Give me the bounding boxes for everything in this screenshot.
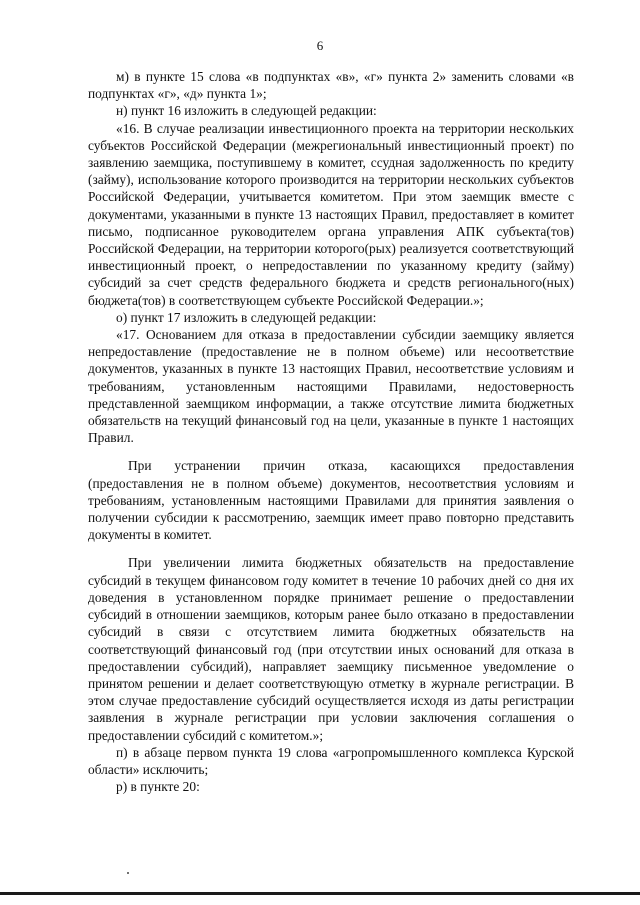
paragraph-limit-increase: При увеличении лимита бюджетных обязательств на предоставление субсидий в текущем финансовом году комитет в течение 10 рабочих дней со дня их доведения в установленном порядке принимает решение о предоставлении субсидий в отношении заемщиков, которым ранее было отказано в предоставлении субсидий в связи с отсутствием лимита бюджетных обязательств на соответствующий финансовый год (при отсутствии иных оснований для отказа в предоставлении субсидий), направляет заемщику письменное уведомление о принятом решении и делает соответствующую отметку в журнале регистрации. В этом случае предоставление субсидий осуществляется исходя из даты регистрации заявления в журнале регистрации при условии заключения соглашения о предоставлении субсидий с комитетом.»; xyxy=(88,555,574,743)
scan-speck xyxy=(127,872,129,874)
page-number: 6 xyxy=(316,38,324,53)
paragraph-item-n: н) пункт 16 изложить в следующей редакции: xyxy=(116,103,377,119)
paragraph-clause-16: «16. В случае реализации инвестиционного проекта на территории нескольких субъектов Российской Федерации (межрегиональный инвестиционный проект) по заявлению заемщика, поступившему в комитет, ссудная задолженность по кредиту (займу), использование которого производится на территории нескольких субъектов Российской Федерации, учитывается комитетом. При этом заемщик вместе с документами, указанными в пункте 13 настоящих Правил, предоставляет в комитет письмо, подписанное руководителем органа управления АПК субъекта(тов) Российской Федерации, на территории которого(рых) реализуется соответствующий инвестиционный проект, о непредоставлении по указанному кредиту (займу) субсидий за счет средств федерального бюджета и средств регионального(ных) бюджета(тов) в соответствующем субъекте Российской Федерации.»; xyxy=(88,120,574,308)
page-bottom-edge xyxy=(0,892,640,895)
paragraph-item-r: р) в пункте 20: xyxy=(116,779,200,795)
paragraph-item-p: п) в абзаце первом пункта 19 слова «агропромышленного комплекса Курской области» исключить; xyxy=(88,744,574,777)
paragraph-refusal-fix: При устранении причин отказа, касающихся предоставления (предоставления не в полном объеме) документов, несоответствия условиям и требованиям, установленным настоящими Правилами для принятия заявления о получении субсидии к рассмотрению, заемщик имеет право повторно представить документы в комитет. xyxy=(88,458,574,543)
document-body xyxy=(88,68,574,795)
paragraph-clause-17: «17. Основанием для отказа в предоставлении субсидии заемщику является непредоставление (предоставление не в полном объеме) или несоответствие документов, указанных в пункте 13 настоящих Правил, несоответствие условиям и требованиям, установленным настоящими Правилами, недостоверность представленной заемщиком информации, а также отсутствие лимита бюджетных обязательств на текущий финансовый год на цели, указанные в пункте 1 настоящих Правил. xyxy=(88,327,574,446)
paragraph-item-o: о) пункт 17 изложить в следующей редакции: xyxy=(116,309,377,325)
paragraph-item-m: м) в пункте 15 слова «в подпунктах «в», «г» пункта 2» заменить словами «в подпунктах «г», «д» пункта 1»; xyxy=(88,69,574,102)
